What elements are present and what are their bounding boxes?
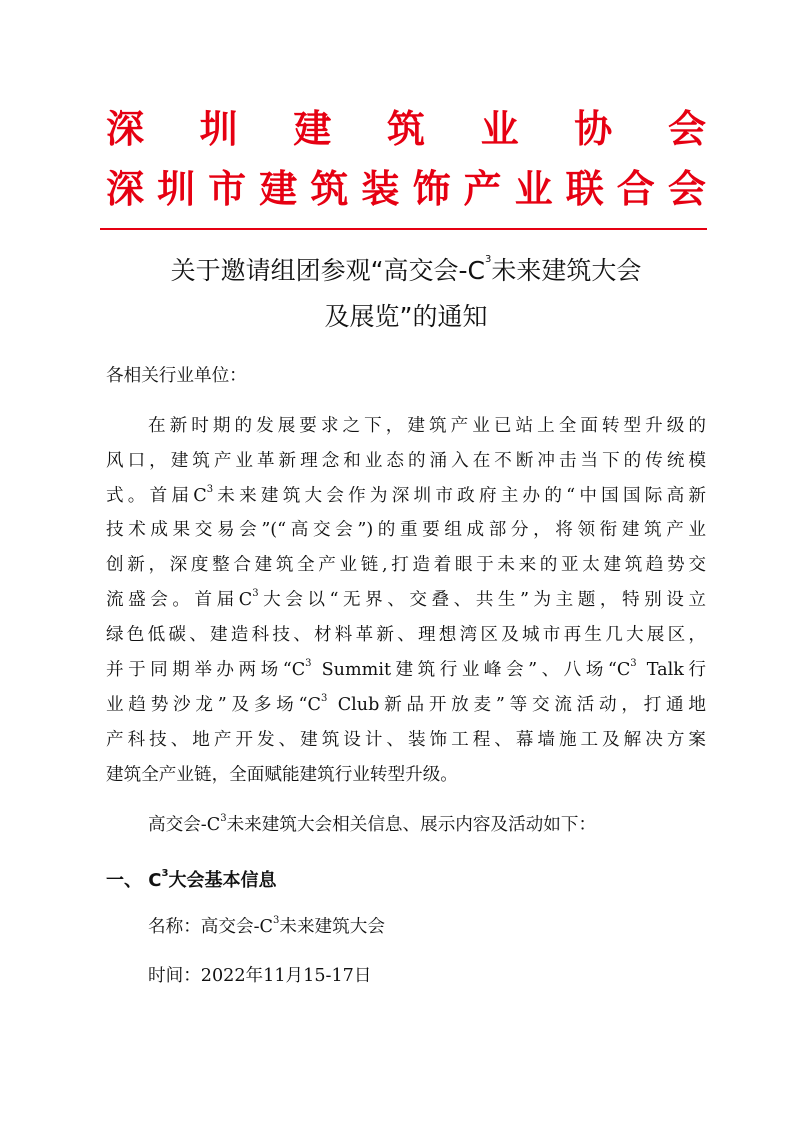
org-char: 市 (208, 166, 247, 211)
text-segment: 业趋势沙龙”及多场“C (106, 695, 321, 715)
body-line: 风口，建筑产业革新理念和业态的涌入在不断冲击当下的传统模 (106, 451, 706, 471)
superscript: 3 (206, 484, 214, 495)
org-char: 业 (480, 106, 519, 151)
org-char: 协 (574, 106, 613, 151)
title-text: 未来建筑大会 (491, 256, 642, 285)
org-char: 深 (106, 106, 145, 151)
body-line (106, 484, 706, 506)
superscript: 3 (305, 658, 312, 669)
info-name (148, 915, 385, 937)
text-segment: 未来建筑大会 (279, 917, 385, 937)
org-char: 深 (106, 166, 145, 211)
org-name-line1 (106, 104, 706, 154)
text-segment: Summit建筑行业峰会”、八场“C (311, 660, 631, 680)
text-segment: 大会基本信息 (168, 870, 277, 891)
text-segment: Talk行 (636, 660, 706, 680)
org-char: 装 (361, 166, 400, 211)
org-char: 联 (565, 166, 604, 211)
text-segment: 高交会-C (148, 815, 221, 835)
salutation: 各相关行业单位： (106, 366, 247, 386)
org-char: 建 (293, 106, 332, 151)
superscript: 3 (630, 658, 637, 669)
body-line: 技术成果交易会”(“高交会”)的重要组成部分，将领衔建筑产业 (106, 520, 706, 540)
text-segment: Club新品开放麦”等交流活动，打通地 (327, 695, 706, 715)
org-name-line2 (106, 164, 706, 214)
body-line (106, 658, 706, 680)
superscript: 3 (485, 254, 492, 265)
text-segment: 未来建筑大会作为深圳市政府主办的“中国国际高新 (213, 486, 706, 506)
org-char: 饰 (412, 166, 451, 211)
org-char: 产 (463, 166, 502, 211)
section-heading (106, 868, 277, 891)
org-char: 建 (259, 166, 298, 211)
org-char: 筑 (310, 166, 349, 211)
superscript: 3 (252, 588, 259, 599)
superscript: 3 (220, 813, 227, 824)
notice-title-line1 (96, 254, 716, 285)
body-line: 建筑全产业链，全面赋能建筑行业转型升级。 (106, 765, 458, 785)
text-segment: 大会以“无界、交叠、共生”为主题，特别设立 (258, 590, 706, 610)
superscript: 3 (272, 915, 280, 926)
info-time: 时间：2022年11月15-17日 (148, 966, 372, 986)
org-char: 合 (616, 166, 655, 211)
org-char: 业 (514, 166, 553, 211)
notice-title-line2: 及展览”的通知 (324, 302, 488, 331)
text-segment: 流盛会。首届C (106, 590, 253, 610)
org-char: 会 (667, 166, 706, 211)
body-line: 创新，深度整合建筑全产业链,打造着眼于未来的亚太建筑趋势交 (106, 555, 706, 575)
body-line (106, 693, 706, 715)
title-text: 关于邀请组团参观“高交会-C (170, 256, 486, 285)
red-divider (100, 228, 707, 230)
org-char: 筑 (386, 106, 425, 151)
org-char: 圳 (199, 106, 238, 151)
body-line: 产科技、地产开发、建筑设计、装饰工程、幕墙施工及解决方案 (106, 730, 706, 750)
text-segment: 一、 C (106, 870, 162, 891)
org-char: 会 (667, 106, 706, 151)
intro-line (148, 813, 597, 835)
body-line (106, 588, 706, 610)
superscript: 3 (161, 868, 169, 879)
text-segment: 名称：高交会-C (148, 917, 273, 937)
org-char: 圳 (157, 166, 196, 211)
body-line: 在新时期的发展要求之下，建筑产业已站上全面转型升级的 (148, 416, 706, 436)
body-line: 绿色低碳、建造科技、材料革新、理想湾区及城市再生几大展区， (106, 625, 706, 645)
text-segment: 并于同期举办两场“C (106, 660, 306, 680)
text-segment: 未来建筑大会相关信息、展示内容及活动如下： (226, 815, 597, 835)
text-segment: 式。首届C (106, 486, 207, 506)
superscript: 3 (320, 693, 328, 704)
